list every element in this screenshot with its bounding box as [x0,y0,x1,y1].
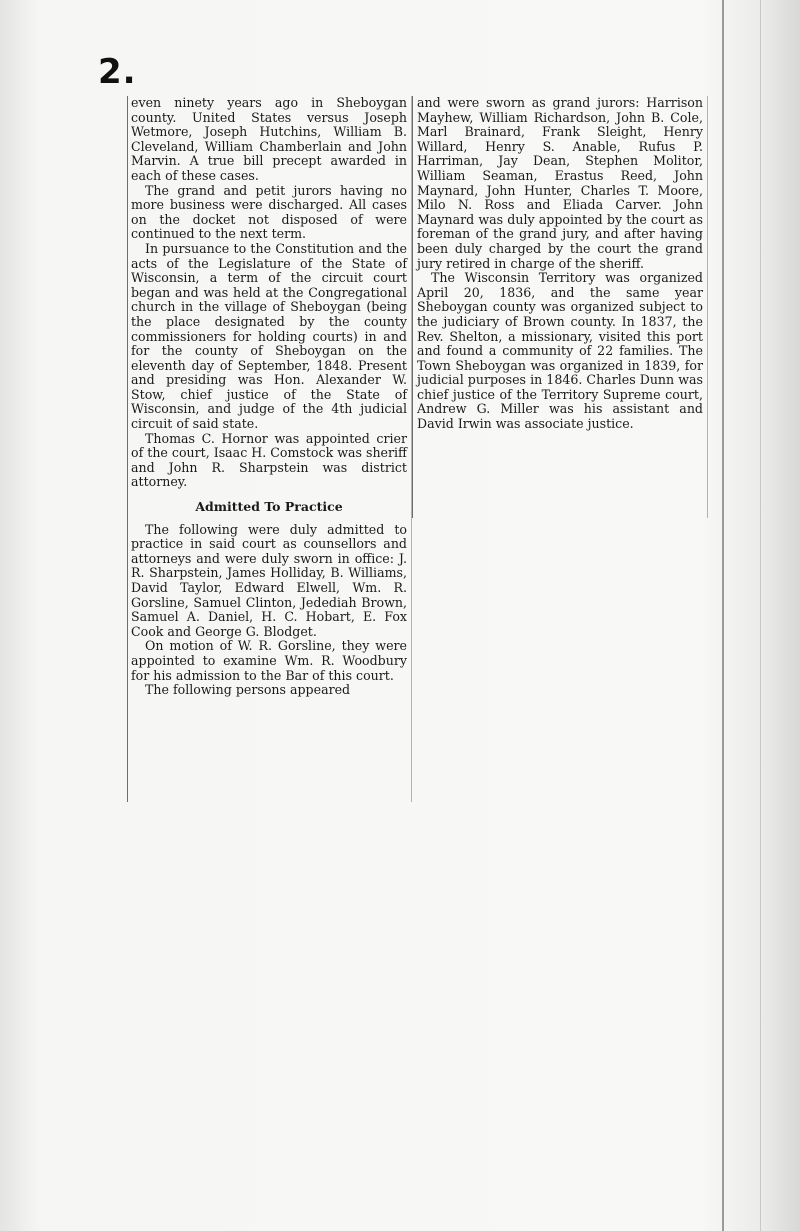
article-column-right [412,96,708,518]
paragraph-grand-jurors: and were sworn as grand jurors: Harrison Mayhew, William Richardson, John B. Cole, Marl Brainard, Frank Sleight, Henry Willard, Henry S. Anable, Rufus P. Harriman, Jay Dean, Stephen Molitor, William Seaman, Erastus Reed, John Maynard, John Hunter, Charles T. Moore, Milo N. Ross and Eliada Carver. John Maynard was duly appointed by the court as foreman of the grand jury, and after having been duly charged by the court the grand jury retired in charge of the sheriff. [417,95,703,271]
section-heading: Admitted To Practice [195,499,343,515]
handwritten-page-number: 2. [98,52,137,92]
paragraph-jury-bills: even ninety years ago in Sheboygan county. United States versus Joseph Wetmore, Joseph Hutchins, William B. Cleveland, William Chamberlain and John Marvin. A true bill precept awarded in each of these cases. [131,95,407,183]
article-column-left [127,96,412,802]
page-edge-rule [722,0,724,1231]
paragraph-jurors-discharged: The grand and petit jurors having no more business were discharged. All cases on the docket not disposed of were continued to the next term. [131,182,407,242]
paragraph-gorsline-motion: On motion of W. R. Gorsline, they were appointed to examine Wm. R. Woodbury for his admission to the Bar of this court. [131,638,407,683]
paragraph-court-officers: Thomas C. Hornor was appointed crier of the court, Isaac H. Comstock was sheriff and John R. Sharpstein was district attorney. [131,430,407,490]
page-edge-rule-faint [760,0,761,1231]
paragraph-persons-appeared: The following persons appeared [145,682,351,698]
paragraph-territory-history: The Wisconsin Territory was organized April 20, 1836, and the same year Sheboygan county was organized subject to the judiciary of Brown county. In 1837, the Rev. Shelton, a missionary, visited this port and found a community of 22 families. The Town Sheboygan was organized in 1839, for judicial purposes in 1846. Charles Dunn was chief justice of the Territory Supreme court, Andrew G. Miller was his assistant and David Irwin was associate justice. [417,270,703,432]
paragraph-circuit-court-term: In pursuance to the Constitution and the acts of the Legislature of the State of Wisconsin, a term of the circuit court began and was held at the Congregational church in the village of Sheboygan (being the place designated by the county commissioners for holding courts) in and for the county of Sheboygan on the eleventh day of September, 1848. Present and presiding was Hon. Alexander W. Stow, chief justice of the State of Wisconsin, and judge of the 4th judicial circuit of said state. [131,240,407,432]
paragraph-admitted-attorneys: The following were duly admitted to practice in said court as counsellors and attorneys and were duly sworn in office: J. R. Sharpstein, James Holliday, B. Williams, David Taylor, Edward Elwell, Wm. R. Gorsline, Samuel Clinton, Jedediah Brown, Samuel A. Daniel, H. C. Hobart, E. Fox Cook and George G. Blodget. [131,521,407,639]
